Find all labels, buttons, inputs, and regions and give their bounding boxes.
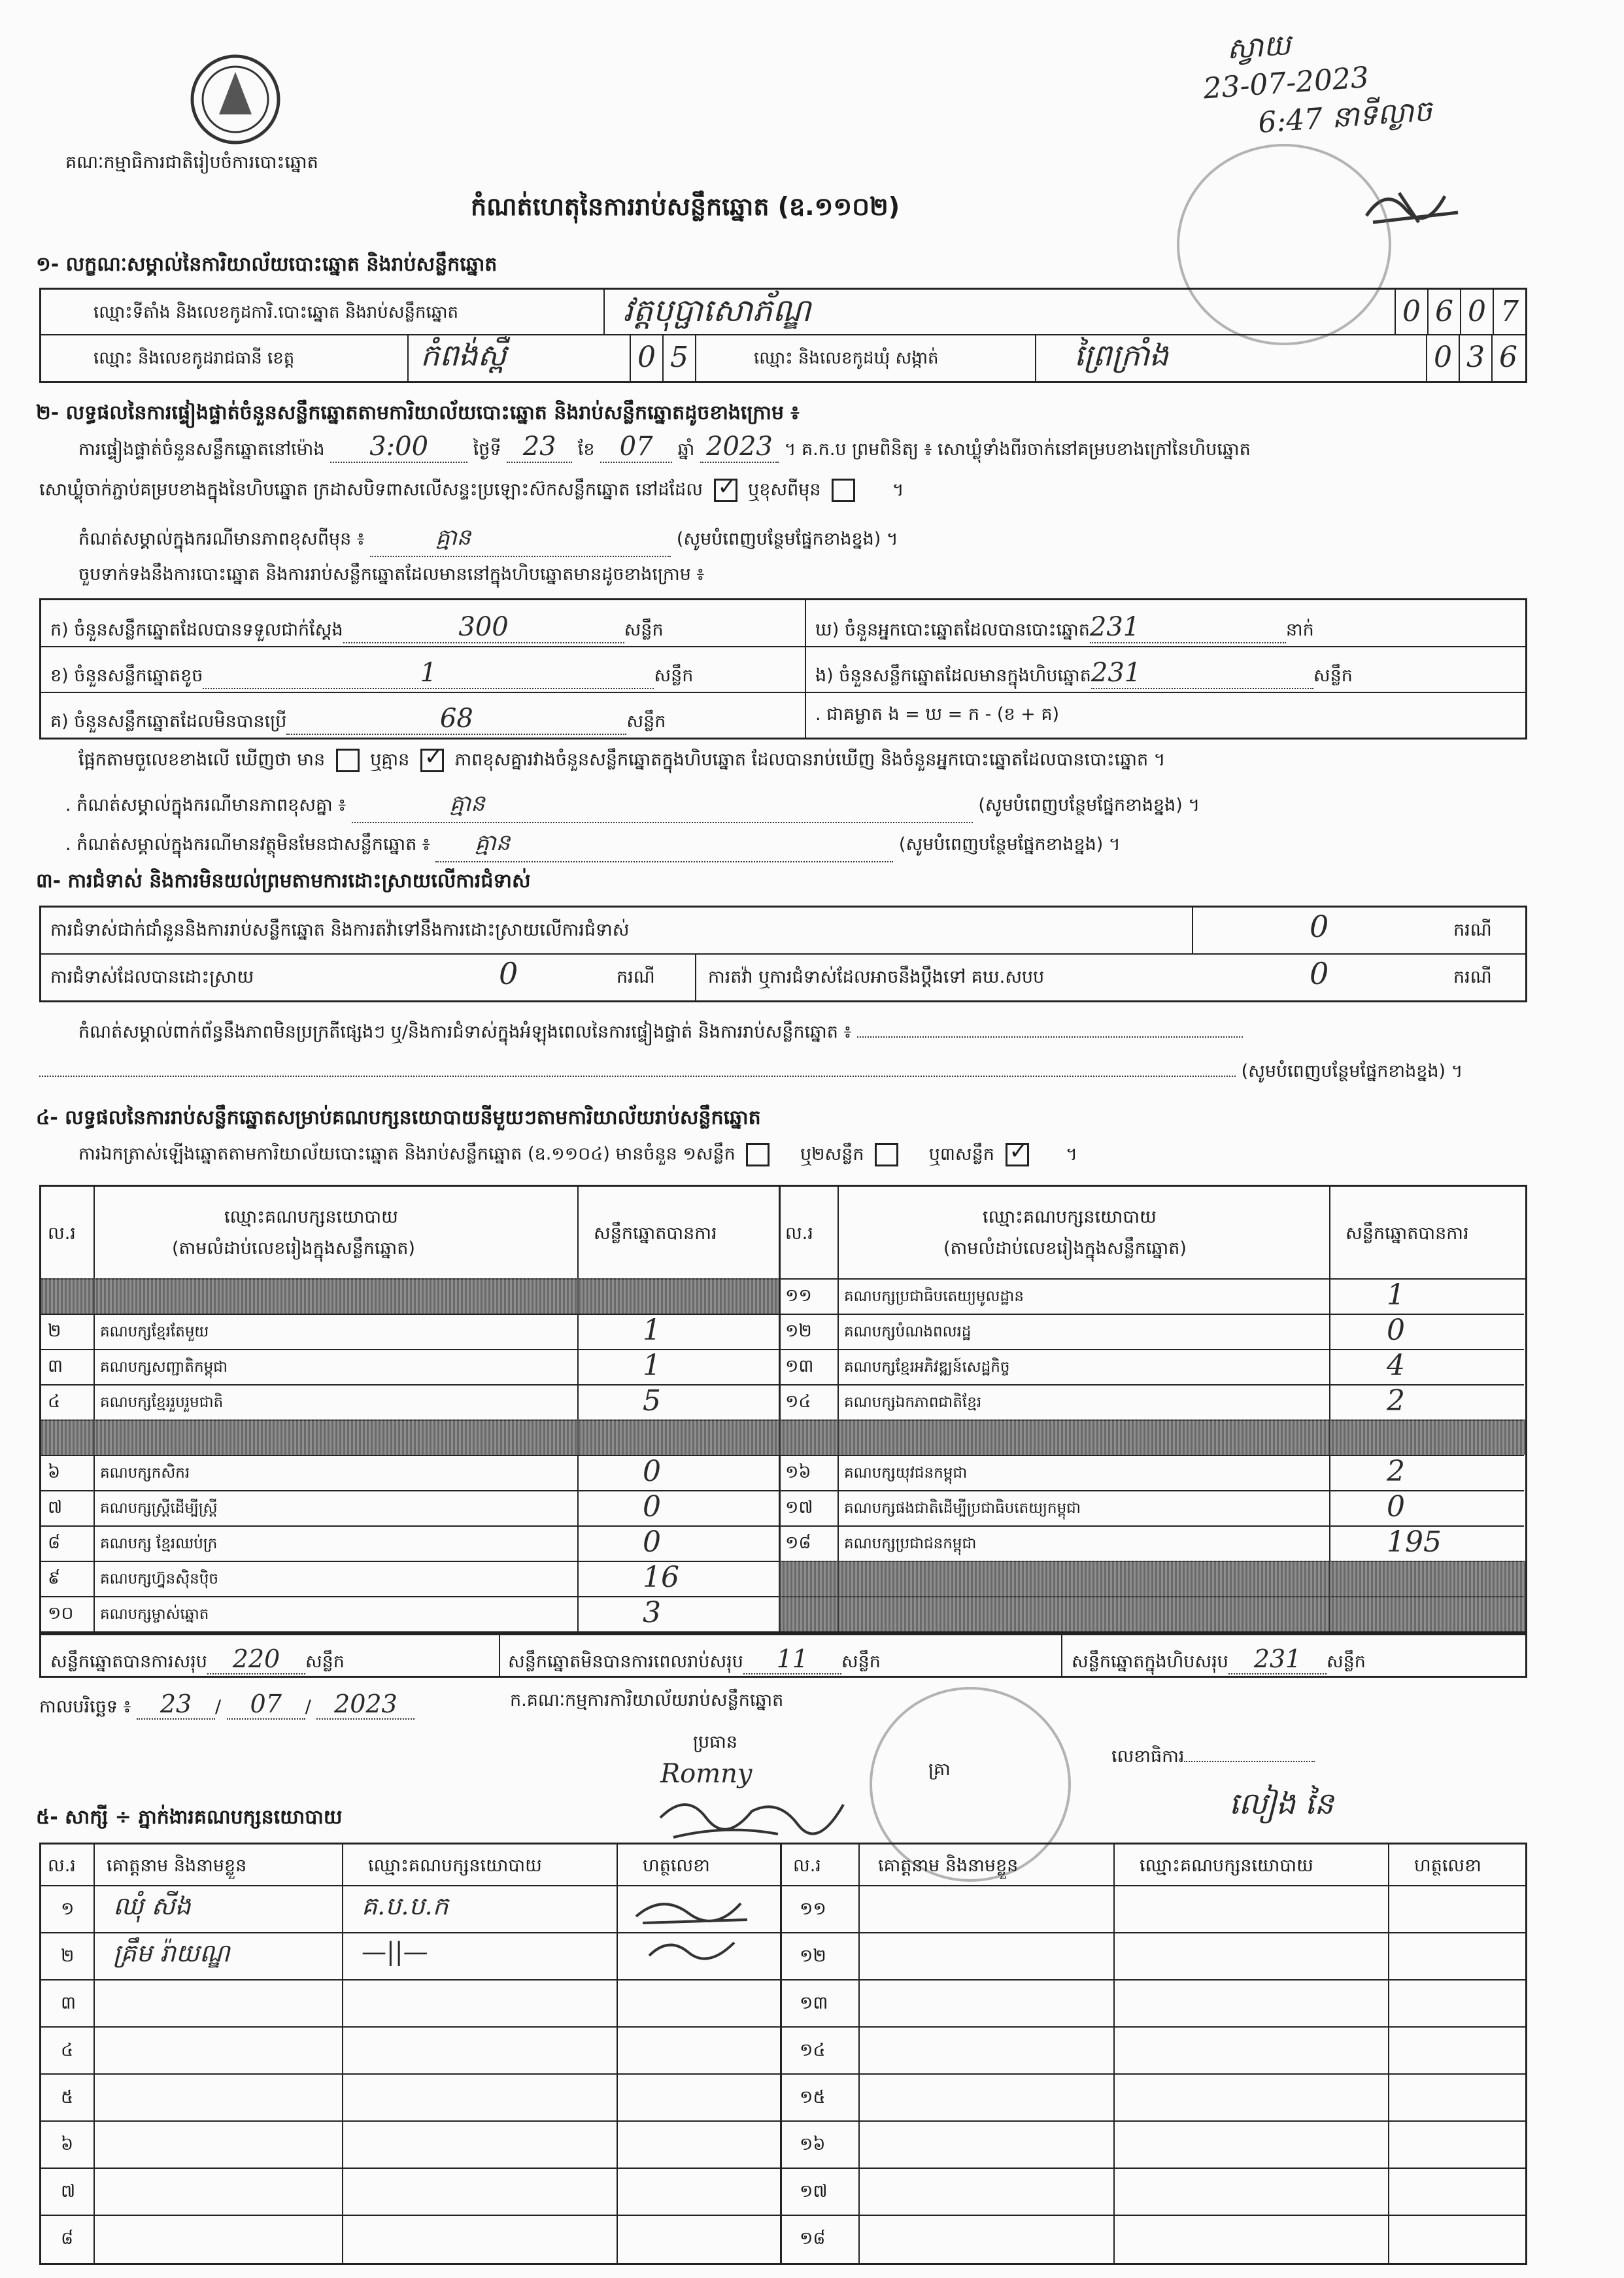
verif-text-b: ថ្ងៃទី xyxy=(473,439,501,460)
irregularity-label: កំណត់សម្គាល់ពាក់ព័ន្ធនឹងភាពមិនប្រក្រតីផ្សេងៗ ឬ/និងការជំទាស់ក្នុងអំឡុងពេលនៃការផ្ទៀងផ្ទាត់ និងការរាប់សន្លឹកឆ្នោត ៖ xyxy=(78,1022,852,1042)
unused-value: 68 xyxy=(286,704,626,735)
party-row-votes: 5 xyxy=(643,1384,661,1418)
party-row-number: ១០ xyxy=(48,1603,74,1624)
tally-intro xyxy=(78,1138,1077,1169)
appeal-value: 0 xyxy=(1310,956,1329,991)
w-col-no-left: ល.រ xyxy=(48,1856,76,1876)
section2-heading: ២- លទ្ធផលនៃការផ្ទៀងផ្ទាត់ចំនួនសន្លឹកឆ្នោតតាមការិយាល័យបោះឆ្នោត និងរាប់សន្លឹកឆ្នោតដូចខាងក្រោម ៖ xyxy=(36,401,800,424)
tally-intro-c: ឬ៣សន្លឹក xyxy=(928,1144,994,1164)
party-row-name: គណបក្សបំណងពលរដ្ឋ xyxy=(844,1323,972,1340)
valid-total-unit: សន្លឹក xyxy=(305,1652,345,1672)
party-row-number: ៣ xyxy=(48,1356,63,1376)
shaded-row xyxy=(41,1420,779,1455)
secretary-signature: លៀង នៃ xyxy=(1229,1786,1334,1821)
date-line: កាលបរិច្ឆេទ ៖ 23 / 07 / 2023 xyxy=(39,1690,414,1722)
verif-month: 07 xyxy=(600,432,672,463)
party-row-number: ១៨ xyxy=(785,1533,811,1553)
in-box-unit: សន្លឹក xyxy=(1313,666,1353,686)
ballot-intro: ចួបទាក់ទងនឹងការបោះឆ្នោត និងការរាប់សន្លឹកឆ្នោតដែលមាននៅក្នុងហិបឆ្នោតមានដូចខាងក្រោម ៖ xyxy=(78,564,705,585)
tally-intro-a: ការឯកត្រាស់ឡើងឆ្នោតតាមការិយាល័យបោះឆ្នោត និងរាប់សន្លឹកឆ្នោត (ឧ.១១០៤) មានចំនួន ១សន្លឹក xyxy=(78,1144,736,1164)
witness-party: គ.ប.ប.ក xyxy=(362,1892,448,1920)
received-row xyxy=(50,612,664,645)
chair-signature: Romny xyxy=(660,1759,753,1789)
section3-heading: ៣- ការជំទាស់ និងការមិនយល់ព្រមតាមការដោះស្រាយលើការជំទាស់ xyxy=(36,870,531,892)
objection-total-label: ការជំទាស់ជាក់ជាំនួននិងការរាប់សន្លឹកឆ្នោត និងការតវ៉ាទៅនឹងការដោះស្រាយលើការជំទាស់ xyxy=(50,920,630,940)
party-row-number: ៦ xyxy=(48,1462,61,1482)
party-row-votes: 0 xyxy=(1387,1314,1405,1347)
invalid-total-value: 11 xyxy=(743,1644,841,1674)
w-col-sig-right: ហត្ថលេខា xyxy=(1414,1856,1481,1876)
section5-heading: ៥- សាក្សី ÷ ភ្នាក់ងារគណបក្សនយោបាយ xyxy=(36,1806,343,1829)
witness-signature-2 xyxy=(643,1933,747,1965)
received-label: ក) ចំនួនសន្លឹកឆ្នោតដែលបានទទួលជាក់ស្តែង xyxy=(50,620,343,640)
diff-note-suffix: (សូមបំពេញបន្ថែមផ្នែកខាងខ្នង) ។ xyxy=(676,529,898,549)
three-sheet-checkbox[interactable]: ✓ xyxy=(1006,1143,1029,1166)
in-box-value: 231 xyxy=(1091,658,1313,689)
objection-total-value: 0 xyxy=(1310,909,1329,944)
party-row-votes: 2 xyxy=(1387,1455,1405,1488)
witness-row-number: ៧ xyxy=(61,2181,76,2202)
witness-row-number: ១៧ xyxy=(800,2181,828,2202)
station-name: វត្តបុប្ផាសោភ័ណ្ឌ xyxy=(623,292,811,329)
valid-total xyxy=(50,1644,345,1676)
party-row-name: គណបក្សខ្មែររួបរួមជាតិ xyxy=(100,1394,224,1411)
col-no-right: ល.រ xyxy=(785,1223,813,1244)
station-code-digit: 6 xyxy=(1427,290,1460,334)
witness-row-number: ៤ xyxy=(61,2040,74,2060)
party-row-votes: 195 xyxy=(1387,1525,1442,1559)
tally-summary-box xyxy=(39,1633,1527,1678)
different-checkbox[interactable] xyxy=(832,479,855,502)
witness-row-number: ១ xyxy=(61,1899,75,1919)
party-row-votes: 16 xyxy=(643,1561,679,1594)
org-name: គណៈកម្មាធិការជាតិរៀបចំការបោះឆ្នោត xyxy=(65,152,318,173)
two-sheet-checkbox[interactable] xyxy=(875,1143,898,1166)
diff-note-label: កំណត់សម្គាល់ក្នុងករណីមានភាពខុសពីមុន ៖ xyxy=(78,529,365,549)
committee-label: ក.គណៈកម្មការការិយាល័យរាប់សន្លឹកឆ្នោត xyxy=(510,1690,784,1710)
seal-end: ។ xyxy=(892,479,904,500)
w-col-no-right: ល.រ xyxy=(793,1856,821,1876)
commune-code xyxy=(1426,334,1524,381)
invalid-total xyxy=(508,1644,881,1676)
party-row-name: គណបក្សខ្មែរតែមួយ xyxy=(100,1323,209,1340)
section4-heading: ៤- លទ្ធផលនៃការរាប់សន្លឹកឆ្នោតសម្រាប់គណបក្សនយោបាយនីមួយៗតាមការិយាល័យរាប់សន្លឹកឆ្នោត xyxy=(36,1106,761,1129)
witness-row-number: ១៣ xyxy=(800,1993,828,2013)
verif-text-a: ការផ្ទៀងផ្ទាត់ចំនួនសន្លឹកឆ្នោតនៅម៉ោង xyxy=(78,439,325,460)
handwritten-top-note xyxy=(1200,7,1573,146)
voters-row xyxy=(815,612,1314,645)
shaded-row xyxy=(779,1596,1525,1631)
col-no-left: ល.រ xyxy=(48,1223,76,1244)
received-value: 300 xyxy=(343,612,624,643)
section1-box xyxy=(39,288,1527,383)
in-box-label: ង) ចំនួនសន្លឹកឆ្នោតដែលមានក្នុងហិបឆ្នោត xyxy=(815,666,1091,686)
party-row-votes: 1 xyxy=(643,1349,661,1382)
box-total-unit: សន្លឹក xyxy=(1326,1652,1366,1672)
verif-text-d: ឆ្នាំ xyxy=(677,439,695,460)
w-col-party-right: ឈ្មោះគណបក្សនយោបាយ xyxy=(1140,1856,1313,1876)
province-name: កំពង់ស្ពឺ xyxy=(420,337,507,373)
valid-total-value: 220 xyxy=(207,1644,305,1674)
has-discrepancy-checkbox[interactable] xyxy=(336,749,360,772)
form-title: កំណត់ហេតុនៃការរាប់សន្លឹកឆ្នោត (ឧ.១១០២) xyxy=(471,192,900,221)
party-row-votes: 0 xyxy=(643,1455,661,1488)
col-party-right: ឈ្មោះគណបក្សនយោបាយ xyxy=(983,1207,1157,1227)
verif-text-e: ។ គ.ក.ប ព្រមពិនិត្យ ៖ សោឃ្លុំទាំងពីរចាក់នៅគម្របខាងក្រៅនៃហិបឆ្នោត xyxy=(784,439,1251,460)
seal-line xyxy=(39,474,904,505)
province-code-digit: 0 xyxy=(630,334,662,381)
col-party-sub-right: (តាមលំដាប់លេខរៀងក្នុងសន្លឹកឆ្នោត) xyxy=(943,1238,1187,1259)
verif-day: 23 xyxy=(507,432,572,463)
nec-logo xyxy=(183,52,288,150)
party-row-votes: 1 xyxy=(1387,1278,1405,1312)
station-code xyxy=(1395,290,1525,334)
w-col-sig-left: ហត្ថលេខា xyxy=(643,1856,710,1876)
irregularity-note xyxy=(78,1021,1243,1047)
party-row-name: គណបក្សកសិករ xyxy=(100,1465,190,1482)
tally-intro-end: ។ xyxy=(1066,1144,1077,1164)
witness-row-number: ៣ xyxy=(61,1993,76,2013)
province-code-digit: 5 xyxy=(662,334,696,381)
shaded-row xyxy=(779,1420,1525,1455)
witness-row-number: ១៦ xyxy=(800,2134,826,2154)
party-row-name: គណបក្សសញ្ជាតិកម្ពុជា xyxy=(100,1359,228,1376)
party-row-number: ១៦ xyxy=(785,1462,811,1482)
tally-intro-b: ឬ២សន្លឹក xyxy=(800,1144,864,1164)
resolved-label: ការជំទាស់ដែលបានដោះស្រាយ xyxy=(50,967,254,987)
discrepancy-note-suffix: (សូមបំពេញបន្ថែមផ្នែកខាងខ្នង) ។ xyxy=(978,795,1200,815)
foreign-object-label: . កំណត់សម្គាល់ក្នុងករណីមានវត្ថុមិនមែនជាសន្លឹកឆ្នោត ៖ xyxy=(65,834,430,855)
party-row-name: គណបក្ស ខ្មែរឈប់ក្រ xyxy=(100,1535,218,1552)
party-row-number: ៩ xyxy=(48,1568,61,1588)
chair-label: ប្រធាន xyxy=(693,1732,738,1752)
witness-table xyxy=(39,1843,1527,2265)
spoiled-unit: សន្លឹក xyxy=(654,666,694,686)
foreign-object-suffix: (សូមបំពេញបន្ថែមផ្នែកខាងខ្នង) ។ xyxy=(898,834,1121,855)
appeal-unit: ករណី xyxy=(1453,967,1492,987)
diff-note-line xyxy=(78,523,898,557)
date-day: 23 xyxy=(137,1690,215,1720)
party-row-name: គណបក្សឯកភាពជាតិខ្មែរ xyxy=(844,1394,982,1411)
party-row-number: ១១ xyxy=(785,1285,812,1306)
party-row-votes: 0 xyxy=(1387,1490,1405,1523)
commune-label: ឈ្មោះ និងលេខកូដឃុំ សង្កាត់ xyxy=(754,348,939,368)
commune-code-digit: 6 xyxy=(1491,334,1524,381)
commune-name: ព្រៃក្រាំង xyxy=(1074,337,1169,373)
invalid-total-unit: សន្លឹក xyxy=(841,1652,881,1672)
voters-unit: នាក់ xyxy=(1285,620,1314,640)
objection-total-unit: ករណី xyxy=(1453,920,1492,940)
witness-name: គ្រឹម រ៉ាយណ្ឌ xyxy=(113,1939,230,1967)
seal-different-label: ឬខុសពីមុន xyxy=(748,479,821,500)
witness-row-number: ១៥ xyxy=(800,2087,826,2107)
same-checkbox[interactable]: ✓ xyxy=(714,479,737,502)
party-row-name: គណបក្សប្រជាធិបតេយ្យមូលដ្ឋាន xyxy=(844,1288,1024,1305)
shaded-row xyxy=(41,1278,779,1314)
seal-text: សោឃ្លុំចាក់ភ្ជាប់គម្របខាងក្នុងនៃហិបឆ្នោត ក្រដាសបិទពាសលើសន្ទះប្រឡោះស៊កសន្លឹកឆ្នោត នៅដដែល xyxy=(39,479,703,500)
diff-note-value: គ្មាន xyxy=(370,523,671,557)
witness-party: —||— xyxy=(362,1937,428,1966)
witness-row-number: ២ xyxy=(61,1946,75,1966)
verif-text-c: ខែ xyxy=(577,439,595,460)
province-label: ឈ្មោះ និងលេខកូដរាជធានី ខេត្ត xyxy=(93,348,295,368)
station-code-digit: 0 xyxy=(1460,290,1493,334)
voters-label: ឃ) ចំនួនអ្នកបោះឆ្នោតដែលបានបោះឆ្នោត xyxy=(815,620,1090,640)
date-year: 2023 xyxy=(316,1690,414,1720)
formula: . ជាគម្លាត ង = ឃ = ក - (ខ + គ) xyxy=(815,704,1060,724)
verif-time: 3:00 xyxy=(330,432,467,463)
witness-row-number: ៥ xyxy=(61,2087,74,2107)
discrepancy-note-line xyxy=(65,789,1200,823)
discrepancy-note-value: គ្មាន xyxy=(352,789,973,823)
party-row-number: ៨ xyxy=(48,1533,61,1553)
party-row-name: គណបក្សហ្វ៊ុនស៊ិនប៉ិច xyxy=(100,1571,218,1588)
station-code-digit: 0 xyxy=(1395,290,1427,334)
objection-box xyxy=(39,906,1527,1002)
party-row-number: ៧ xyxy=(48,1497,63,1518)
party-row-votes: 0 xyxy=(643,1525,661,1559)
section1-heading: ១- លក្ខណៈសម្គាល់នៃការិយាល័យបោះឆ្នោត និងរាប់សន្លឹកឆ្នោត xyxy=(36,253,498,276)
hand-date: 23-07-2023 xyxy=(1202,60,1370,106)
verification-line xyxy=(78,432,1251,464)
irregularity-note-2 xyxy=(39,1061,1463,1086)
secretary-label: លេខាធិការ xyxy=(1111,1746,1185,1767)
date-label: កាលបរិច្ឆេទ ៖ xyxy=(39,1697,131,1717)
resolved-value: 0 xyxy=(499,956,518,991)
verif-year: 2023 xyxy=(700,432,779,463)
party-row-name: គណបក្សម្ចាស់ឆ្នោត xyxy=(100,1606,209,1623)
hand-place: ស្វាយ xyxy=(1225,28,1292,66)
spoiled-value: 1 xyxy=(203,658,654,689)
discrepancy-text-a: ផ្អែកតាមចួលេខខាងលើ ឃើញថា មាន xyxy=(78,749,326,770)
province-code xyxy=(630,334,696,381)
party-row-number: ១៣ xyxy=(785,1356,814,1376)
received-unit: សន្លឹក xyxy=(624,620,664,640)
party-row-votes: 0 xyxy=(643,1490,661,1523)
w-col-name-left: គោត្តនាម និងនាមខ្លួន xyxy=(107,1856,247,1876)
foreign-object-line xyxy=(65,828,1121,862)
box-total-value: 231 xyxy=(1228,1644,1327,1674)
party-tally-table xyxy=(39,1185,1527,1633)
witness-row-number: ១៨ xyxy=(800,2228,826,2249)
in-box-row xyxy=(815,658,1353,690)
irregularity-suffix: (សូមបំពេញបន្ថែមផ្នែកខាងខ្នង) ។ xyxy=(1241,1061,1463,1081)
appeal-label: ការតវ៉ា ឬការជំទាស់ដែលអាចនឹងប្តឹងទៅ គឃ.សបប xyxy=(708,967,1045,987)
col-votes-left: សន្លឹកឆ្នោតបានការ xyxy=(594,1223,717,1244)
party-row-number: ១៧ xyxy=(785,1497,813,1518)
witness-row-number: ៨ xyxy=(61,2228,74,2249)
witness-signature-1 xyxy=(630,1890,760,1930)
shaded-row xyxy=(779,1561,1525,1596)
spoiled-label: ខ) ចំនួនសន្លឹកឆ្នោតខូច xyxy=(50,666,203,686)
unused-unit: សន្លឹក xyxy=(626,711,666,732)
resolved-unit: ករណី xyxy=(617,967,655,987)
discrepancy-text-c: ភាពខុសគ្នារវាងចំនួនសន្លឹកឆ្នោតក្នុងហិបឆ្នោត ដែលបានរាប់ឃើញ និងចំនួនអ្នកបោះឆ្នោតដែលបានបោះឆ្នោត ។ xyxy=(454,749,1166,770)
witness-row-number: ១២ xyxy=(800,1946,826,1966)
chair-signature-scribble xyxy=(647,1778,856,1850)
box-total xyxy=(1072,1644,1366,1676)
discrepancy-line xyxy=(78,744,1166,775)
secretary-line xyxy=(1111,1746,1315,1771)
one-sheet-checkbox[interactable] xyxy=(746,1143,770,1166)
col-votes-right: សន្លឹកឆ្នោតបានការ xyxy=(1345,1223,1469,1244)
discrepancy-note-label: . កំណត់សម្គាល់ក្នុងករណីមានភាពខុសគ្នា ៖ xyxy=(65,795,347,815)
party-row-votes: 1 xyxy=(643,1314,661,1347)
w-col-party-left: ឈ្មោះគណបក្សនយោបាយ xyxy=(368,1856,542,1876)
party-row-name: គណបក្សស្ត្រីដើម្បីស្ត្រី xyxy=(100,1500,218,1517)
party-row-number: ៤ xyxy=(48,1391,61,1412)
witness-name: ឈុំ សីង xyxy=(113,1892,191,1920)
party-row-name: គណបក្សផងជាតិដើម្បីប្រជាធិបតេយ្យកម្ពុជា xyxy=(844,1500,1081,1517)
party-row-number: ២ xyxy=(48,1321,61,1341)
station-code-digit: 7 xyxy=(1493,290,1525,334)
spoiled-row xyxy=(50,658,693,690)
ballot-count-box xyxy=(39,598,1527,740)
commune-code-digit: 3 xyxy=(1459,334,1491,381)
witness-row-number: ៦ xyxy=(61,2134,74,2154)
witness-row-number: ១១ xyxy=(800,1899,826,1919)
unused-label: គ) ចំនួនសន្លឹកឆ្នោតដែលមិនបានប្រើ xyxy=(50,711,287,732)
discrepancy-text-b: ឬគ្មាន xyxy=(370,749,410,770)
invalid-total-label: សន្លឹកឆ្នោតមិនបានការពេលរាប់សរុប xyxy=(508,1652,743,1672)
unused-row xyxy=(50,704,666,736)
box-total-label: សន្លឹកឆ្នោតក្នុងហិបសរុប xyxy=(1072,1652,1228,1672)
hand-time: 6:47 នាទីល្ងាច xyxy=(1257,94,1434,140)
station-label: ឈ្មោះទីតាំង និងលេខកូដការិ.បោះឆ្នោត និងរាប់សន្លឹកឆ្នោត xyxy=(93,303,458,322)
party-row-votes: 2 xyxy=(1387,1384,1405,1418)
party-row-number: ១៤ xyxy=(785,1391,811,1412)
party-row-votes: 4 xyxy=(1387,1349,1405,1382)
voters-value: 231 xyxy=(1090,612,1286,643)
date-month: 07 xyxy=(227,1690,305,1720)
party-row-votes: 3 xyxy=(643,1596,661,1629)
valid-total-label: សន្លឹកឆ្នោតបានការសរុប xyxy=(50,1652,207,1672)
member-label: គ្រា xyxy=(928,1760,951,1780)
party-row-name: គណបក្សប្រជាជនកម្ពុជា xyxy=(844,1535,977,1552)
party-row-number: ១២ xyxy=(785,1321,812,1341)
party-row-name: គណបក្សយុវជនកម្ពុជា xyxy=(844,1465,968,1482)
col-party-left: ឈ្មោះគណបក្សនយោបាយ xyxy=(224,1207,398,1227)
w-col-name-right: គោត្តនាម និងនាមខ្លួន xyxy=(878,1856,1019,1876)
witness-row-number: ១៤ xyxy=(800,2040,826,2060)
col-party-sub-left: (តាមលំដាប់លេខរៀងក្នុងសន្លឹកឆ្នោត) xyxy=(172,1238,415,1259)
no-discrepancy-checkbox[interactable]: ✓ xyxy=(420,749,444,772)
commune-code-digit: 0 xyxy=(1426,334,1459,381)
foreign-object-value: គ្មាន xyxy=(435,828,893,862)
party-row-name: គណបក្សខ្មែរអភិវឌ្ឍន៍សេដ្ឋកិច្ច xyxy=(844,1359,1010,1376)
